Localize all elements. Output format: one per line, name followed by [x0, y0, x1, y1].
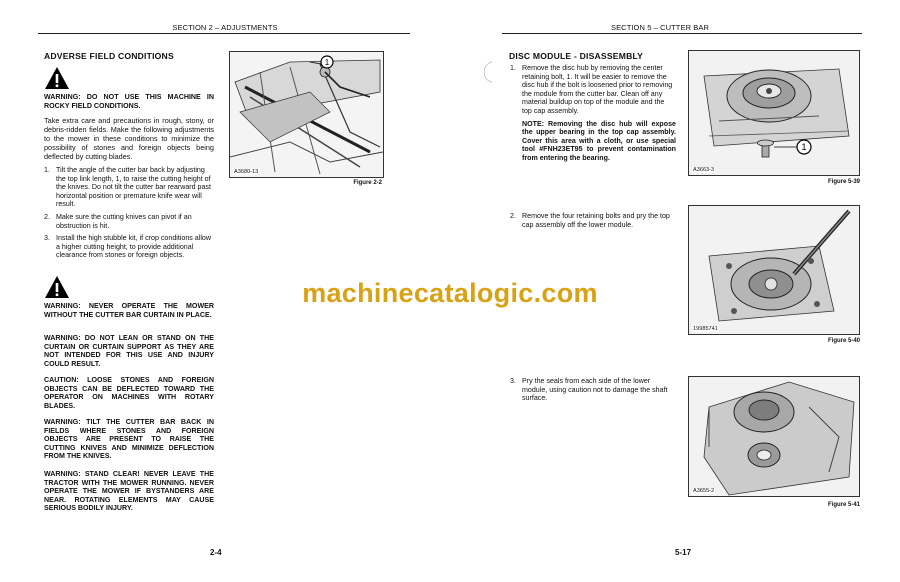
- section-heading: DISC MODULE - DISASSEMBLY: [509, 51, 644, 61]
- step-text: Install the high stubble kit, if crop conditions allow a higher cutting height, to provide additional clearance from stones or foreign objects.: [56, 234, 211, 260]
- disassembly-steps-1: [510, 64, 676, 167]
- figure-caption: Figure 5-39: [827, 179, 860, 185]
- adjustment-steps: [44, 166, 216, 264]
- page-number: 5-17: [675, 548, 692, 557]
- figure-2-2-illustration: [229, 51, 384, 178]
- step-text: Remove the disc hub by removing the center retaining bolt, 1. It will be easier to remove the disc hub if the bolt is loosened prior to removing the module from the cutter bar. Clean off any material buildup on top of the module and the top cap assembly.: [522, 64, 673, 115]
- step-number: 2.: [510, 212, 516, 220]
- step-number: 2.: [44, 212, 50, 221]
- top-link-drawing: [230, 52, 383, 177]
- callout-number: 1: [324, 58, 330, 67]
- figure-code: A3655-2: [693, 488, 715, 494]
- warning-lean-stand: WARNING: DO NOT LEAN OR STAND ON THE CURTAIN OR CURTAIN SUPPORT AS THEY ARE NOT INTENDED FOR THIS USE AND INJURY COULD RESULT.: [44, 334, 214, 368]
- figure-code: 19985741: [693, 326, 718, 332]
- step-text: Remove the four retaining bolts and pry the top cap assembly off the lower module.: [522, 212, 670, 229]
- step-number: 3.: [44, 234, 50, 243]
- step-item: [510, 377, 676, 403]
- disc-hub-drawing: [689, 51, 859, 175]
- step-item: [44, 213, 216, 230]
- header-rule: [38, 33, 410, 34]
- section-header: SECTION 5 – CUTTER BAR: [610, 23, 710, 32]
- warning-curtain: WARNING: NEVER OPERATE THE MOWER WITHOUT THE CUTTER BAR CURTAIN IN PLACE.: [44, 302, 214, 319]
- watermark-text: machinecatalogic.com: [302, 278, 598, 308]
- warning-triangle-icon: [44, 66, 70, 90]
- figure-caption: Figure 5-41: [827, 502, 860, 508]
- step-text: Pry the seals from each side of the lower module, using caution not to damage the shaft surface.: [522, 377, 668, 403]
- warning-rocky-fields: WARNING: DO NOT USE THIS MACHINE IN ROCKY FIELD CONDITIONS.: [44, 93, 214, 110]
- figure-caption: Figure 5-40: [827, 338, 860, 344]
- figure-5-41-illustration: [688, 376, 860, 497]
- figure-code: A3663-3: [693, 167, 715, 173]
- page-mark-icon: [478, 60, 498, 84]
- warning-tilt-cutter-bar: WARNING: TILT THE CUTTER BAR BACK IN FIELDS WHERE STONES AND FOREIGN OBJECTS ARE PRESENT TO RAISE THE CUTTING KNIVES AND MINIMIZE DEFLECTION FROM THE KNIVES.: [44, 418, 214, 461]
- step-item: [44, 234, 216, 260]
- warning-stand-clear: WARNING: STAND CLEAR! NEVER LEAVE THE TRACTOR WITH THE MOWER RUNNING. NEVER OPERATE THE MOWER IF BYSTANDERS ARE NEAR. ROTATING ELEMENTS MAY CAUSE SERIOUS BODILY INJURY.: [44, 470, 214, 513]
- header-rule: [502, 33, 862, 34]
- step-text: Make sure the cutting knives can pivot if an obstruction is hit.: [56, 212, 192, 230]
- step-number: 3.: [510, 377, 516, 385]
- figure-5-39-illustration: [688, 50, 860, 176]
- lower-module-drawing: [689, 377, 859, 496]
- section-heading: ADVERSE FIELD CONDITIONS: [44, 51, 174, 61]
- figure-caption: Figure 2-2: [353, 180, 382, 186]
- figure-5-40-illustration: [688, 205, 860, 335]
- top-cap-drawing: [689, 206, 859, 334]
- caution-loose-stones: CAUTION: LOOSE STONES AND FOREIGN OBJECTS CAN BE DEFLECTED TOWARD THE OPERATOR ON MACHINES WITH ROTARY BLADES.: [44, 376, 214, 410]
- note-text: NOTE: Removing the disc hub will expose the upper bearing in the top cap assembly. Cover this area with a cloth, or use special tool #FNH23ET95 to prevent contamination from entering the bearing.: [522, 119, 676, 162]
- step-item: [510, 64, 676, 163]
- figure-code: A3680-13: [234, 169, 259, 175]
- step-text: Tilt the angle of the cutter bar back by adjusting the top link length, 1, to raise the cutting height of the knives. Do not tilt the cutter bar rearward past horizontal position or premature knife wear will result.: [56, 166, 211, 209]
- step-number: 1.: [44, 166, 50, 174]
- step-item: [510, 212, 676, 229]
- disassembly-steps-2: [510, 212, 676, 233]
- disassembly-steps-3: [510, 377, 676, 407]
- section-header: SECTION 2 – ADJUSTMENTS: [172, 23, 278, 32]
- intro-paragraph: Take extra care and precautions in rough, stony, or debris-ridden fields. Make the following adjustments to the mower in these conditions to minimize the possibility of stones and foreign objects being deflected by cutting blades.: [44, 116, 214, 161]
- callout-number: 1: [801, 142, 807, 152]
- step-item: [44, 166, 216, 209]
- step-number: 1.: [510, 64, 516, 72]
- page-number: 2-4: [210, 548, 222, 557]
